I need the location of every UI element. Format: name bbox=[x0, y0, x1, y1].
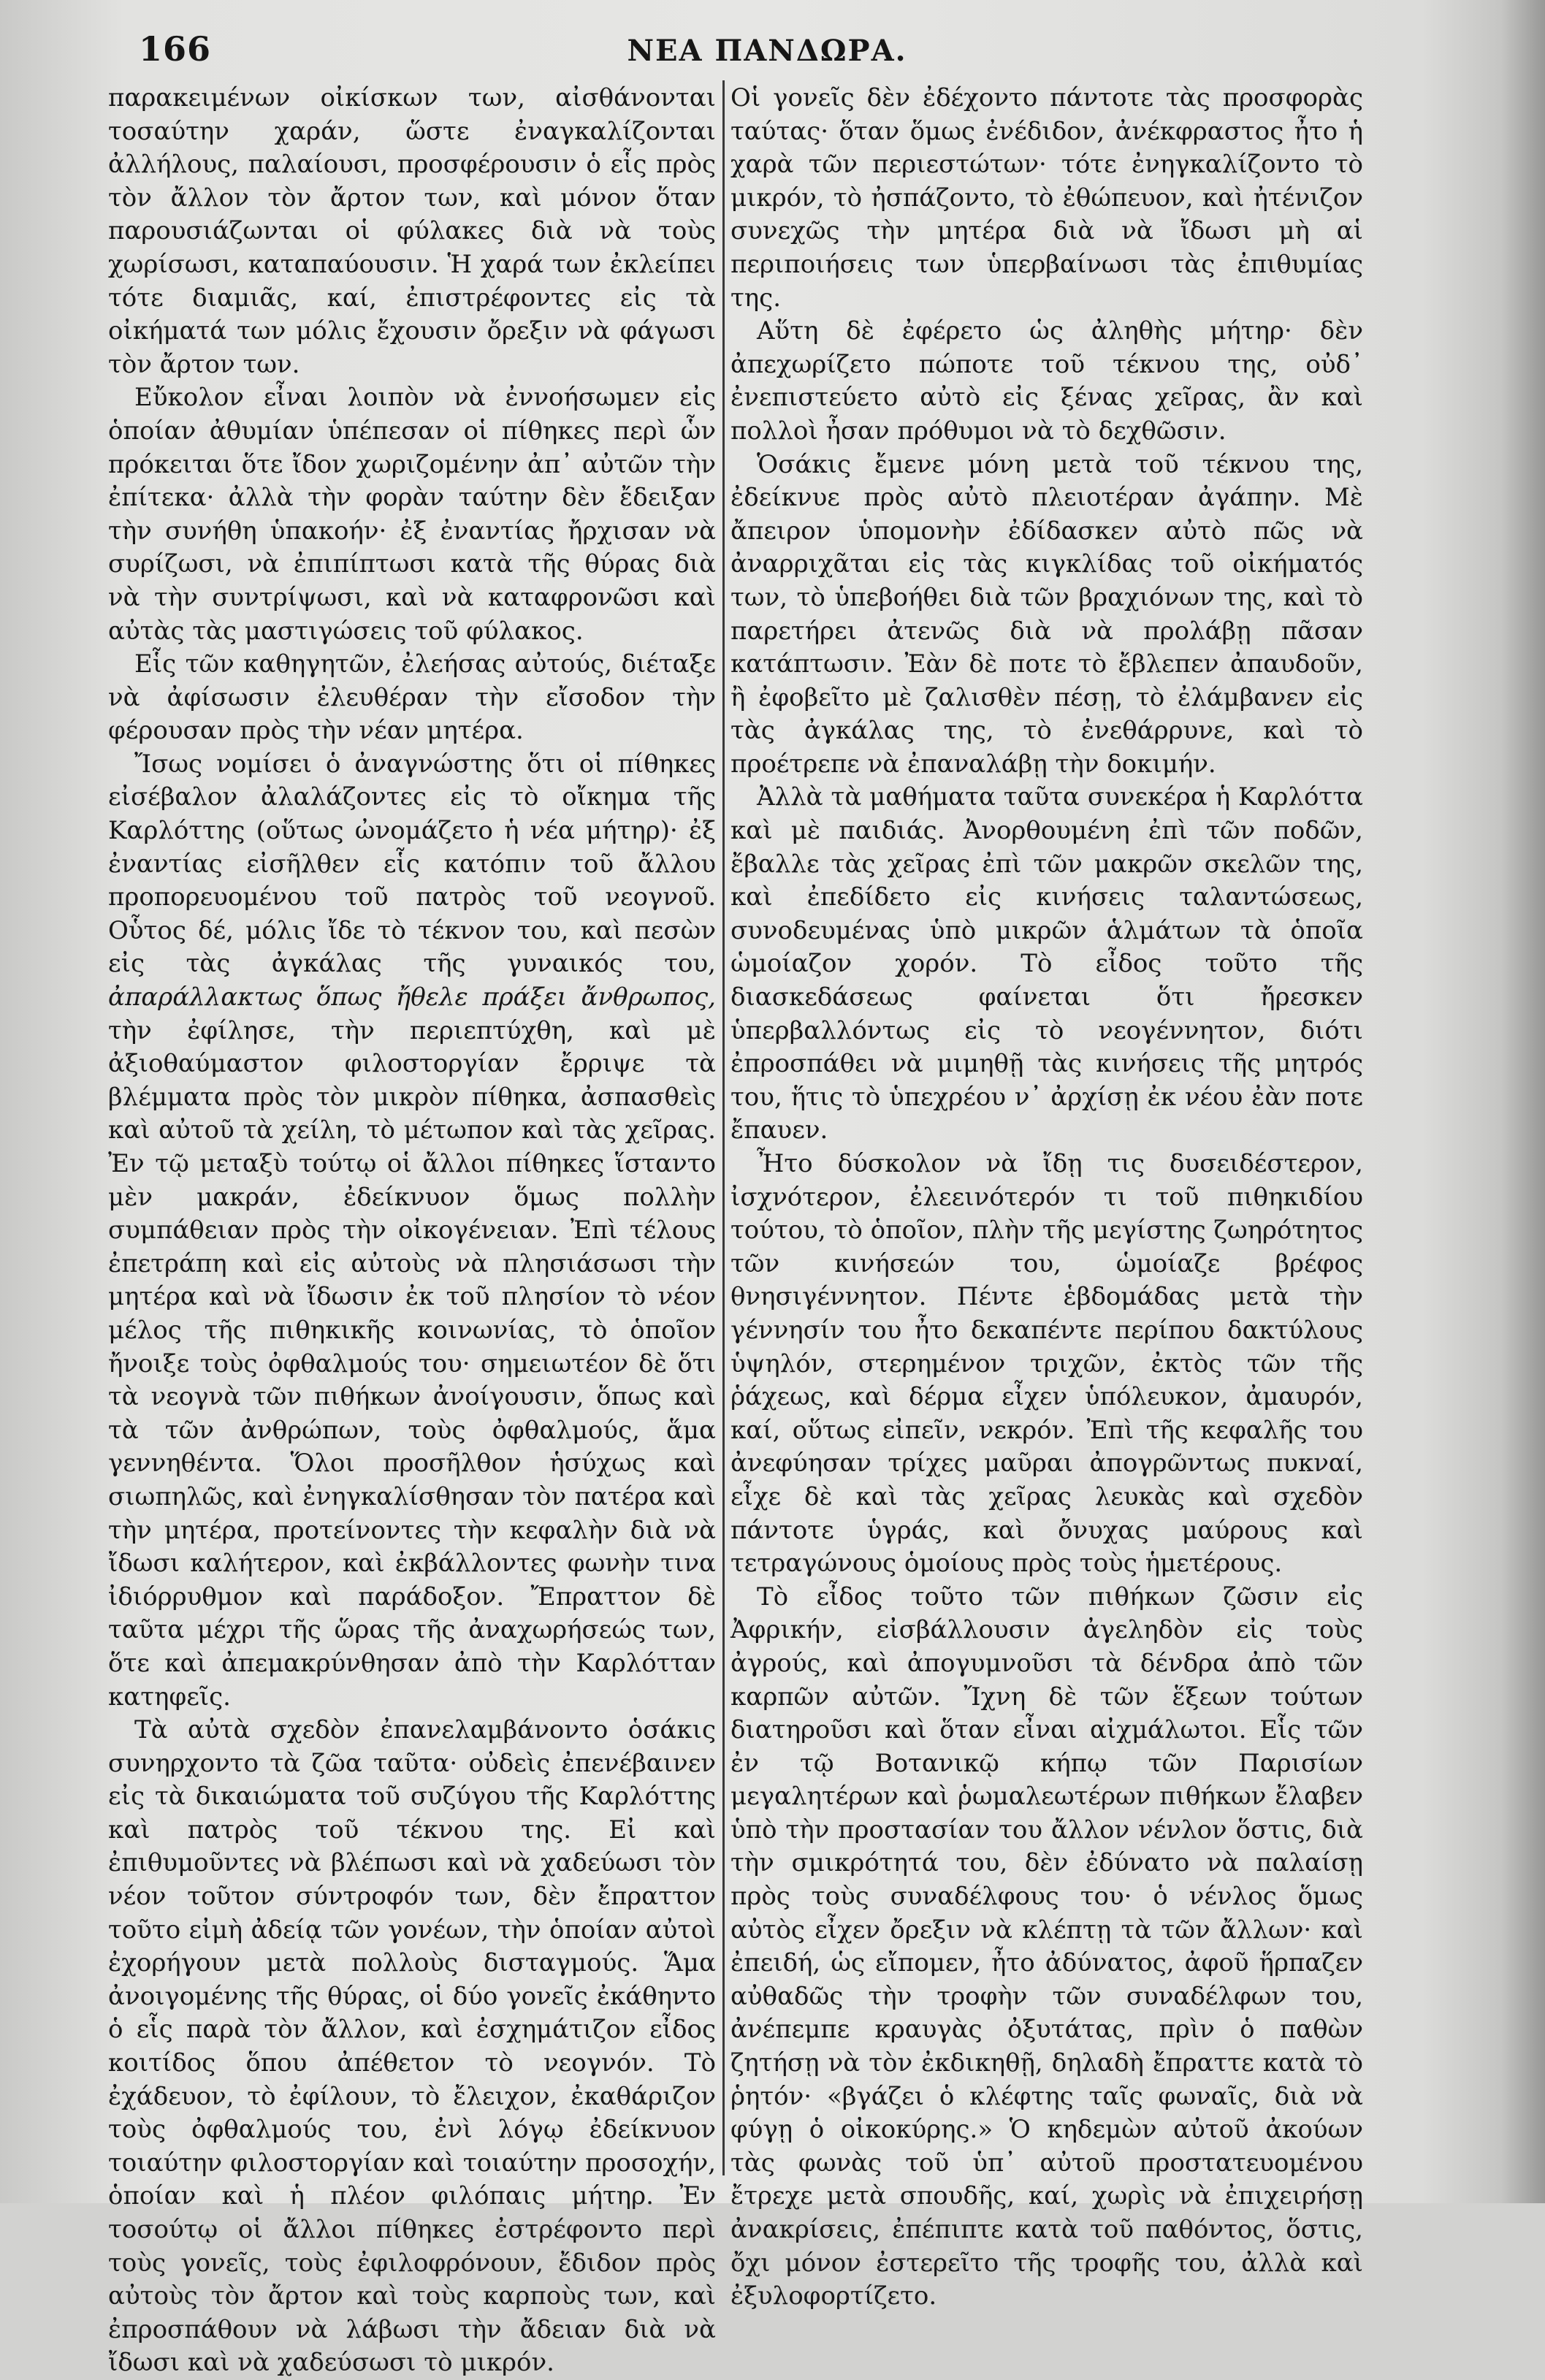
page-number: 166 bbox=[139, 29, 212, 69]
left-paragraph-4 bbox=[108, 748, 716, 1714]
column-divider bbox=[722, 80, 725, 2175]
page-header bbox=[139, 22, 1395, 80]
left-paragraph-3: Εἷς τῶν καθηγητῶν, ἐλεήσας αὐτούς, διέταξε νὰ ἀφίσωσιν ἐλευθέραν τὴν εἴσοδον τὴν φέρουσαν πρὸς τὴν νέαν μητέρα. bbox=[108, 649, 716, 746]
left-column bbox=[108, 82, 716, 2378]
page-edge-shadow bbox=[1501, 0, 1545, 2203]
right-paragraph-6: Τὸ εἶδος τοῦτο τῶν πιθήκων ζῶσιν εἰς Ἀφρικήν, εἰσβάλλουσιν ἀγεληδὸν εἰς τοὺς ἀγρούς, καὶ ἀπογυμνοῦσι τὰ δένδρα ἀπὸ τῶν καρπῶν αὐτῶν. Ἴχνη δὲ τῶν ἕξεων τούτων διατηροῦσι καὶ ὅταν εἶναι αἰχμάλωτοι. Εἷς τῶν ἐν τῷ Βοτανικῷ κήπῳ τῶν Παρισίων μεγαλητέρων καὶ ῥωμαλεωτέρων πιθήκων ἔλαβεν ὑπὸ τὴν προστασίαν του ἄλλον νένλον ὅστις, διὰ τὴν σμικρότητά του, δὲν ἐδύνατο νὰ παλαίσῃ πρὸς τοὺς συναδέλφους του· ὁ νένλος ὅμως αὐτὸς εἶχεν ὄρεξιν νὰ κλέπτῃ τὰ τῶν ἄλλων· καὶ ἐπειδή, ὡς εἴπομεν, ἦτο ἀδύνατος, ἀφοῦ ἥρπαζεν αὐθαδῶς τὴν τροφὴν τῶν συναδέλφων του, ἀνέπεμπε κραυγὰς ὀξυτάτας, πρὶν ὁ παθὼν ζητήσῃ νὰ τὸν ἐκδικηθῇ, δηλαδὴ ἔπραττε κατὰ τὸ ῥητόν· «βγάζει ὁ κλέφτης ταῖς φωναῖς, διὰ νὰ φύγῃ ὁ οἰκοκύρης.» Ὁ κηδεμὼν αὐτοῦ ἀκούων τὰς φωνὰς τοῦ ὑπ᾽ αὐτοῦ προστατευομένου ἔτρεχε μετὰ σπουδῆς, καί, χωρὶς νὰ ἐπιχειρήσῃ ἀνακρίσεις, ἐπέπιπτε κατὰ τοῦ παθόντος, ὅστις, ὄχι μόνον ἐστερεῖτο τῆς τροφῆς του, ἀλλὰ καὶ ἐξυλοφορτίζετο. bbox=[730, 1582, 1363, 2311]
left-paragraph-4-start: Ἴσως νομίσει ὁ ἀναγνώστης ὅτι οἱ πίθηκες εἰσέβαλον ἀλαλάζοντες εἰς τὸ οἴκημα τῆς Καρλόττης (οὕτως ὠνομάζετο ἡ νέα μήτηρ)· ἐξ ἐναντίας εἰσῆλθεν εἷς κατόπιν τοῦ ἄλλου προπορευομένου τοῦ πατρὸς τοῦ νεογνοῦ. Οὗτος δέ, μόλις ἴδε τὸ τέκνον του, καὶ πεσὼν εἰς τὰς ἀγκάλας τῆς γυναικός του, bbox=[108, 749, 716, 979]
left-paragraph-4-end: τὴν ἐφίλησε, τὴν περιεπτύχθη, καὶ μὲ ἀξιοθαύμαστον φιλοστοργίαν ἔρριψε τὰ βλέμματα πρὸς τὸν μικρὸν πίθηκα, ἀσπασθεὶς καὶ αὐτοῦ τὰ χείλη, τὸ μέτωπον καὶ τὰς χεῖρας. Ἐν τῷ μεταξὺ τούτῳ οἱ ἄλλοι πίθηκες ἵσταντο μὲν μακράν, ἐδείκνυον ὅμως πολλὴν συμπάθειαν πρὸς τὴν οἰκογένειαν. Ἐπὶ τέλους ἐπετράπη καὶ εἰς αὐτοὺς νὰ πλησιάσωσι τὴν μητέρα καὶ νὰ ἴδωσιν ἐκ τοῦ πλησίον τὸ νέον μέλος τῆς πιθηκικῆς κοινωνίας, τὸ ὁποῖον ἤνοιξε τοὺς ὀφθαλμούς του· σημειωτέον δὲ ὅτι τὰ νεογνὰ τῶν πιθήκων ἀνοίγουσιν, ὅπως καὶ τὰ τῶν ἀνθρώπων, τοὺς ὀφθαλμούς, ἅμα γεννηθέντα. Ὅλοι προσῆλθον ἡσύχως καὶ σιωπηλῶς, καὶ ἐνηγκαλίσθησαν τὸν πατέρα καὶ τὴν μητέρα, προτείνοντες τὴν κεφαλὴν διὰ νὰ ἴδωσι καλήτερον, καὶ ἐκβάλλοντες φωνὴν τινα ἰδιόρρυθμον καὶ παράδοξον. Ἔπραττον δὲ ταῦτα μέχρι τῆς ὥρας τῆς ἀναχωρήσεώς των, ὅτε καὶ ἀπεμακρύνθησαν ἀπὸ τὴν Καρλότταν κατηφεῖς. bbox=[108, 1015, 716, 1712]
right-paragraph-2: Αὕτη δὲ ἐφέρετο ὡς ἀληθὴς μήτηρ· δὲν ἀπεχωρίζετο πώποτε τοῦ τέκνου της, οὐδ᾽ ἐνεπιστεύετο αὐτὸ εἰς ξένας χεῖρας, ἂν καὶ πολλοὶ ἦσαν πρόθυμοι νὰ τὸ δεχθῶσιν. bbox=[730, 316, 1363, 446]
running-title: ΝΕΑ ΠΑΝΔΩΡΑ. bbox=[627, 34, 907, 68]
left-paragraph-1: παρακειμένων οἰκίσκων των, αἰσθάνονται τοσαύτην χαράν, ὥστε ἐναγκαλίζονται ἀλλήλους, παλαίουσι, προσφέρουσιν ὁ εἷς πρὸς τὸν ἄλλον τὸν ἄρτον των, καὶ μόνον ὅταν παρουσιάζωνται οἱ φύλακες διὰ νὰ τοὺς χωρίσωσι, καταπαύουσιν. Ἡ χαρά των ἐκλείπει τότε διαμιᾶς, καί, ἐπιστρέφοντες εἰς τὰ οἰκήματά των μόλις ἔχουσιν ὄρεξιν νὰ φάγωσι τὸν ἄρτον των. bbox=[108, 83, 716, 379]
right-paragraph-3: Ὁσάκις ἔμενε μόνη μετὰ τοῦ τέκνου της, ἐδείκνυε πρὸς αὐτὸ πλειοτέραν ἀγάπην. Μὲ ἄπειρον ὑπομονὴν ἐδίδασκεν αὐτὸ πῶς νὰ ἀναρριχᾶται εἰς τὰς κιγκλίδας τοῦ οἰκήματός των, τὸ ὑπεβοήθει διὰ τῶν βραχιόνων της, καὶ τὸ παρετήρει ἀτενῶς διὰ νὰ προλάβῃ πᾶσαν κατάπτωσιν. Ἐὰν δὲ ποτε τὸ ἔβλεπεν ἀπαυδοῦν, ἢ ἐφοβεῖτο μὲ ζαλισθὲν πέσῃ, τὸ ἐλάμβανεν εἰς τὰς ἀγκάλας της, τὸ ἐνεθάρρυνε, καὶ τὸ προέτρεπε νὰ ἐπαναλάβῃ τὴν δοκιμήν. bbox=[730, 449, 1363, 779]
italic-phrase: ἀπαράλλακτως ὅπως ἤθελε πράξει ἄνθρωπος, bbox=[108, 983, 716, 1012]
right-column bbox=[730, 82, 1363, 2311]
left-paragraph-5: Τὰ αὐτὰ σχεδὸν ἐπανελαμβάνοντο ὁσάκις συνηρχοντο τὰ ζῶα ταῦτα· οὐδεὶς ἐπενέβαινεν εἰς τὰ δικαιώματα τοῦ συζύγου τῆς Καρλόττης καὶ πατρὸς τοῦ τέκνου της. Εἰ καὶ ἐπιθυμοῦντες νὰ βλέπωσι καὶ νὰ χαδεύωσι τὸν νέον τοῦτον σύντροφόν των, δὲν ἔπραττον τοῦτο εἰμὴ ἀδείᾳ τῶν γονέων, τὴν ὁποίαν αὐτοὶ ἐχορήγουν μετὰ πολλοὺς δισταγμούς. Ἅμα ἀνοιγομένης τῆς θύρας, οἱ δύο γονεῖς ἐκάθηντο ὁ εἷς παρὰ τὸν ἄλλον, καὶ ἐσχημάτιζον εἶδος κοιτίδος ὅπου ἀπέθετον τὸ νεογνόν. Τὸ ἐχάδευον, τὸ ἐφίλουν, τὸ ἔλειχον, ἐκαθάριζον τοὺς ὀφθαλμούς του, ἐνὶ λόγῳ ἐδείκνυον τοιαύτην φιλοστοργίαν καὶ τοιαύτην προσοχήν, ὁποίαν καὶ ἡ πλέον φιλόπαις μήτηρ. Ἐν τοσούτῳ οἱ ἄλλοι πίθηκες ἐστρέφοντο περὶ τοὺς γονεῖς, τοὺς ἐφιλοφρόνουν, ἔδιδον πρὸς αὐτοὺς τὸν ἄρτον καὶ τοὺς καρποὺς των, καὶ ἐπροσπάθουν νὰ λάβωσι τὴν ἄδειαν διὰ νὰ ἴδωσι καὶ νὰ χαδεύσωσι τὸ μικρόν. bbox=[108, 1715, 716, 2378]
right-paragraph-4: Ἀλλὰ τὰ μαθήματα ταῦτα συνεκέρα ἡ Καρλόττα καὶ μὲ παιδιάς. Ἀνορθουμένη ἐπὶ τῶν ποδῶν, ἔβαλλε τὰς χεῖρας ἐπὶ τῶν μακρῶν σκελῶν της, καὶ ἐπεδίδετο εἰς κινήσεις ταλαντώσεως, συνοδευμένας ὑπὸ μικρῶν ἁλμάτων τὰ ὁποῖα ὡμοίαζον χορόν. Τὸ εἶδος τοῦτο τῆς διασκεδάσεως φαίνεται ὅτι ἤρεσκεν ὑπερβαλλόντως εἰς τὸ νεογέννητον, διότι ἐπροσπάθει νὰ μιμηθῇ τὰς κινήσεις τῆς μητρός του, ἥτις τὸ ὑπεχρέου ν᾽ ἀρχίσῃ ἐκ νέου ἐὰν ποτε ἔπαυεν. bbox=[730, 782, 1363, 1145]
left-paragraph-2: Εὔκολον εἶναι λοιπὸν νὰ ἐννοήσωμεν εἰς ὁποίαν ἀθυμίαν ὑπέπεσαν οἱ πίθηκες περὶ ὧν πρόκειται ὅτε ἴδον χωριζομένην ἀπ᾽ αὐτῶν τὴν ἐπίτεκα· ἀλλὰ τὴν φορὰν ταύτην δὲν ἔδειξαν τὴν συνήθη ὑπακοήν· ἐξ ἐναντίας ἤρχισαν νὰ συρίζωσι, νὰ ἐπιπίπτωσι κατὰ τῆς θύρας διὰ νὰ τὴν συντρίψωσι, καὶ νὰ καταφρονῶσι καὶ αὐτὰς τὰς μαστιγώσεις τοῦ φύλακος. bbox=[108, 383, 716, 646]
right-paragraph-1: Οἱ γονεῖς δὲν ἐδέχοντο πάντοτε τὰς προσφορὰς ταύτας· ὅταν ὅμως ἐνέδιδον, ἀνέκφραστος ἦτο ἡ χαρὰ τῶν περιεστώτων· τότε ἐνηγκαλίζοντο τὸ μικρόν, τὸ ἠσπάζοντο, τὸ ἐθώπευον, καὶ ἠτένιζον συνεχῶς τὴν μητέρα διὰ νὰ ἴδωσι μὴ αἱ περιποιήσεις των ὑπερβαίνωσι τὰς ἐπιθυμίας της. bbox=[730, 83, 1363, 313]
right-paragraph-5: Ἦτο δύσκολον νὰ ἴδῃ τις δυσειδέστερον, ἰσχνότερον, ἐλεεινότερόν τι τοῦ πιθηκιδίου τούτου, τὸ ὁποῖον, πλὴν τῆς μεγίστης ζωηρότητος τῶν κινήσεών του, ὡμοίαζε βρέφος θνησιγέννητον. Πέντε ἑβδομάδας μετὰ τὴν γέννησίν του ἦτο δεκαπέντε περίπου δακτύλους ὑψηλόν, στερημένον τριχῶν, ἐκτὸς τῶν τῆς ῥάχεως, καὶ δέρμα εἶχεν ὑπόλευκον, ἀμαυρόν, καί, οὕτως εἰπεῖν, νεκρόν. Ἐπὶ τῆς κεφαλῆς του ἀνεφύησαν τρίχες μαῦραι ἀπογρῶντως πυκναί, εἶχε δὲ καὶ τὰς χεῖρας λευκὰς καὶ σχεδὸν πάντοτε ὑγράς, καὶ ὄνυχας μαύρους καὶ τετραγώνους ὁμοίους πρὸς τοὺς ἡμετέρους. bbox=[730, 1149, 1363, 1579]
